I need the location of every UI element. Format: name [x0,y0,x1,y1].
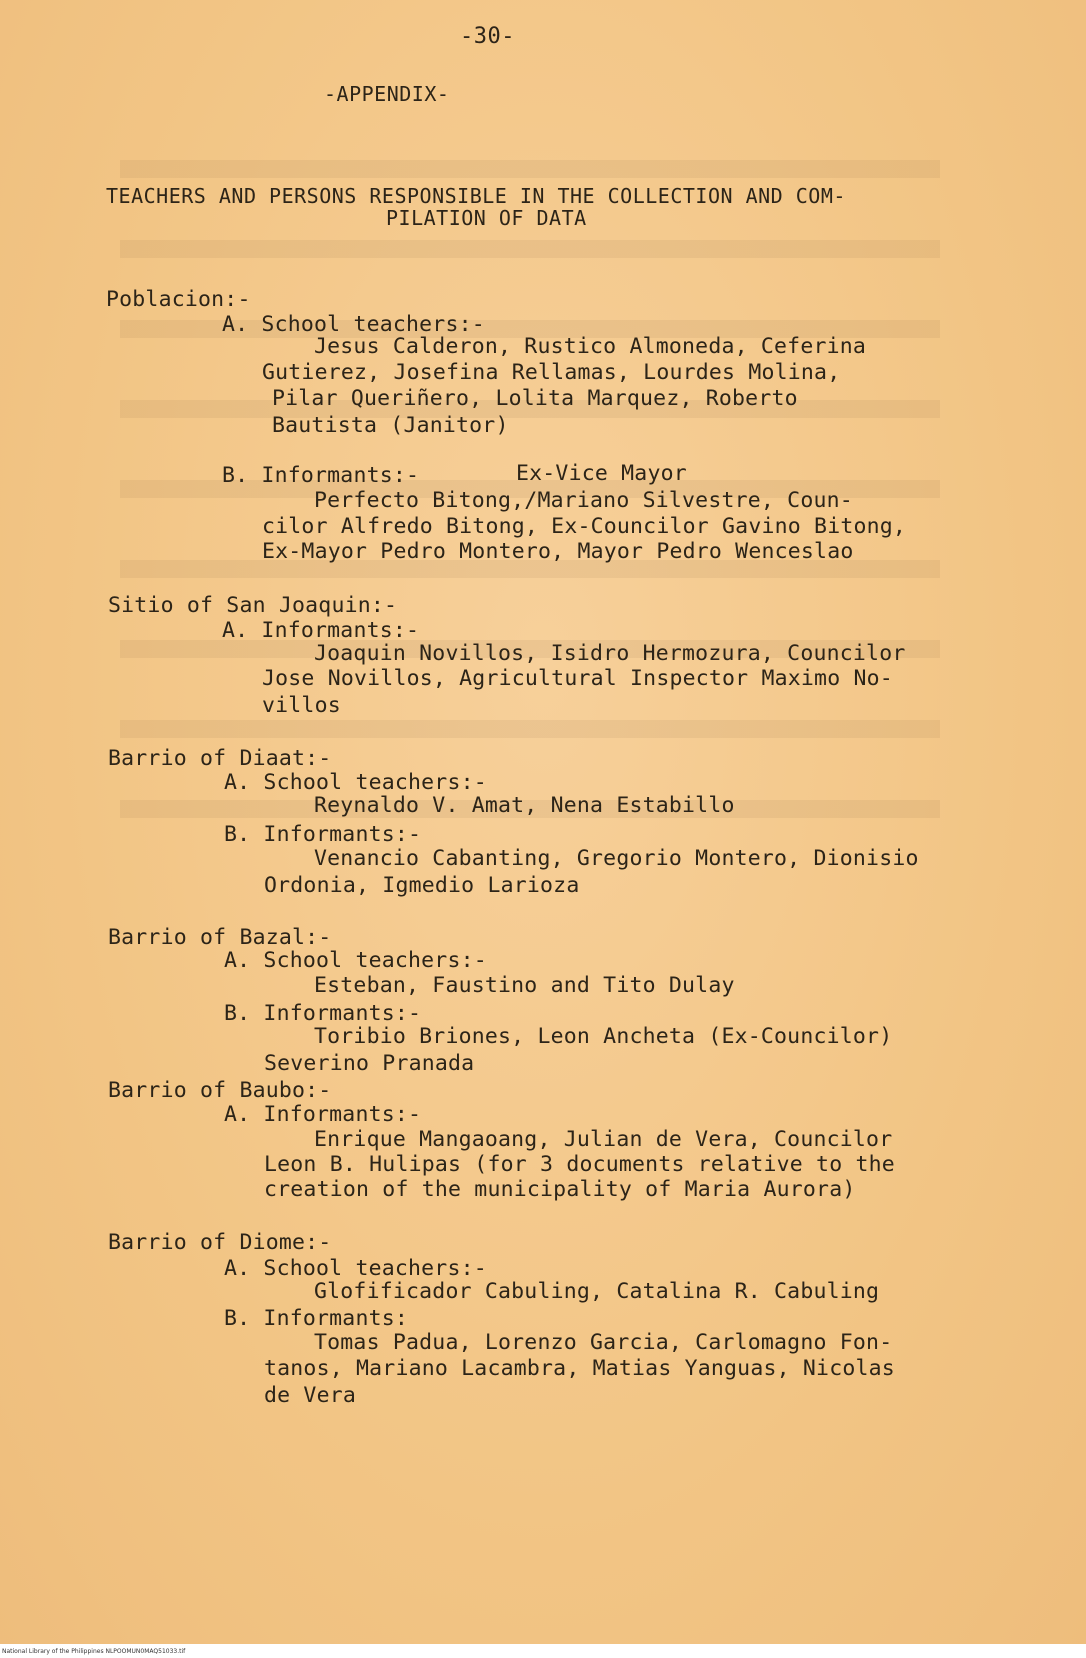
san-joaquin-a-line: Joaquin Novillos, Isidro Hermozura, Councilor [314,641,906,666]
poblacion-a-line: Gutierez, Josefina Rellamas, Lourdes Molina, [262,360,841,385]
poblacion-b-label: B. Informants:- [222,463,420,488]
heading-line-2: PILATION OF DATA [386,206,587,230]
diaat-b-line: Venancio Cabanting, Gregorio Montero, Dionisio [314,846,919,871]
baubo-a-line: creation of the municipality of Maria Aurora) [264,1177,856,1202]
poblacion-a-line: Jesus Calderon, Rustico Almoneda, Ceferina [314,334,867,359]
page-number: -30- [460,24,515,49]
poblacion-a-label: A. School teachers:- [222,312,485,337]
diome-a-label: A. School teachers:- [224,1256,487,1281]
baubo-a-line: Enrique Mangaoang, Julian de Vera, Councilor [314,1127,893,1152]
section-title-diaat: Barrio of Diaat:- [108,746,332,771]
diome-a-line: Glofificador Cabuling, Catalina R. Cabuling [314,1279,880,1304]
heading-line-1: TEACHERS AND PERSONS RESPONSIBLE IN THE COLLECTION AND COM- [106,184,846,208]
baubo-a-line: Leon B. Hulipas (for 3 documents relative to the [264,1152,895,1177]
bazal-b-line: Severino Pranada [264,1051,475,1076]
section-title-baubo: Barrio of Baubo:- [108,1078,332,1103]
san-joaquin-a-label: A. Informants:- [222,618,420,643]
bazal-b-label: B. Informants:- [224,1001,422,1026]
poblacion-b-insertion: Ex-Vice Mayor [516,461,687,486]
diaat-a-line: Reynaldo V. Amat, Nena Estabillo [314,793,735,818]
baubo-a-label: A. Informants:- [224,1102,422,1127]
poblacion-b-line: cilor Alfredo Bitong, Ex-Councilor Gavino Bitong, [262,514,907,539]
section-title-poblacion: Poblacion:- [106,287,251,312]
poblacion-b-line: Ex-Mayor Pedro Montero, Mayor Pedro Wenceslao [262,539,854,564]
diome-b-line: tanos, Mariano Lacambra, Matias Yanguas, Nicolas [264,1356,895,1381]
section-title-bazal: Barrio of Bazal:- [108,925,332,950]
section-title-diome: Barrio of Diome:- [108,1230,332,1255]
poblacion-a-line: Bautista (Janitor) [272,413,509,438]
diome-b-line: Tomas Padua, Lorenzo Garcia, Carlomagno Fon- [314,1330,893,1355]
diome-b-line: de Vera [264,1383,357,1408]
diaat-b-label: B. Informants:- [224,822,422,847]
section-title-san-joaquin: Sitio of San Joaquin:- [108,593,398,618]
bazal-a-line: Esteban, Faustino and Tito Dulay [314,973,735,998]
poblacion-b-line: Perfecto Bitong,/Mariano Silvestre, Coun- [314,488,853,513]
poblacion-a-line: Pilar Queriñero, Lolita Marquez, Roberto [272,386,798,411]
archive-footer: National Library of the Philippines NLPOOMUN0MAQ51033.tif [2,1648,186,1655]
bazal-b-line: Toribio Briones, Leon Ancheta (Ex-Councilor) [314,1024,893,1049]
san-joaquin-a-line: villos [262,693,341,718]
san-joaquin-a-line: Jose Novillos, Agricultural Inspector Maximo No- [262,666,893,691]
bazal-a-label: A. School teachers:- [224,948,487,973]
appendix-title: -APPENDIX- [324,82,450,106]
diaat-a-label: A. School teachers:- [224,770,487,795]
diome-b-label: B. Informants: [224,1306,409,1331]
diaat-b-line: Ordonia, Igmedio Larioza [264,873,580,898]
